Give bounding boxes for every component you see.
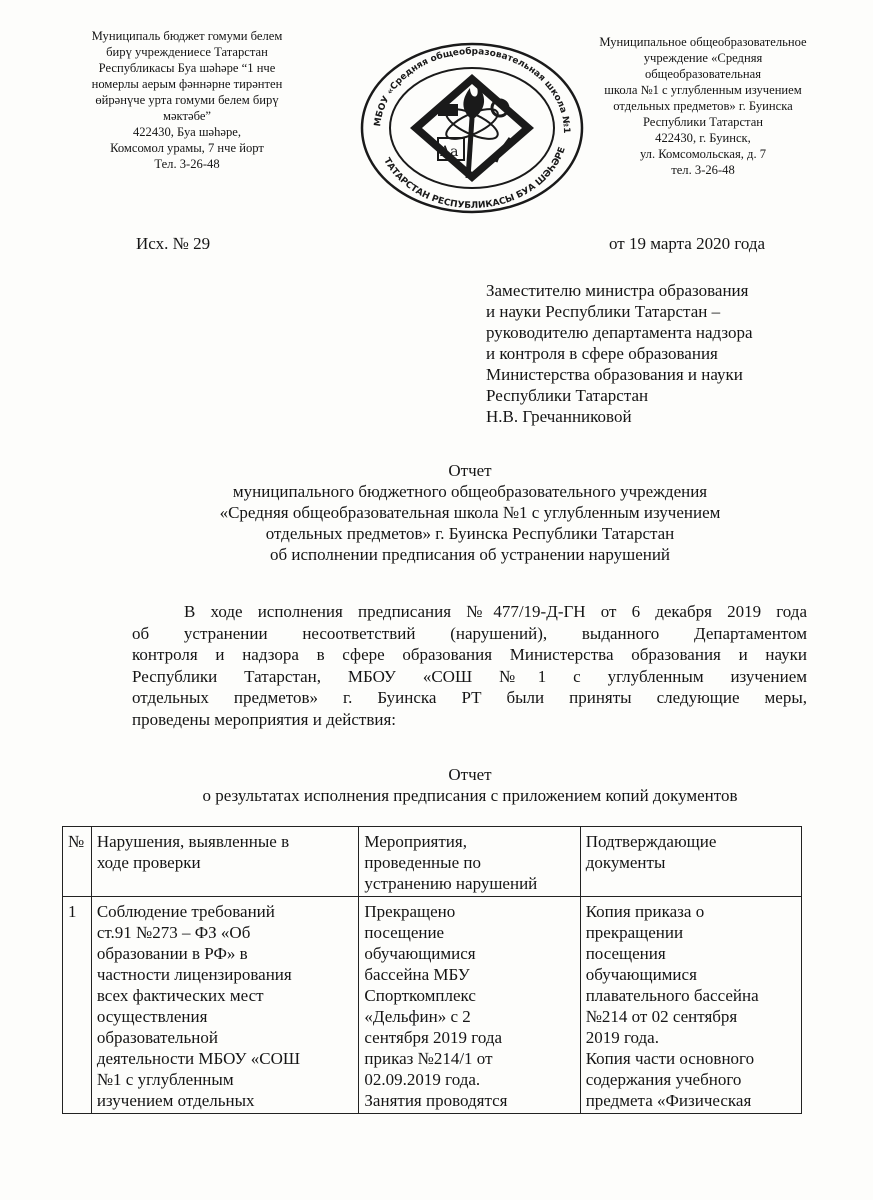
cell-line: Прекращено [364, 902, 456, 921]
report-subtitle-line: Отчет [448, 765, 492, 784]
header-text: ходе проверки [96, 853, 201, 872]
header-right-line: учреждение «Средняя [643, 51, 763, 65]
report-title [120, 460, 820, 565]
cell-line: содержания учебного [585, 1070, 742, 1089]
cell-line: прекращении [585, 923, 684, 942]
addressee-line: Заместителю министра образования [486, 281, 749, 300]
header-right-line: 422430, г. Буинск, [655, 131, 751, 145]
outgoing-number: Исх. № 29 [136, 234, 211, 253]
outgoing-date: от 19 марта 2020 года [609, 234, 766, 253]
table-row [63, 897, 802, 1114]
body-line: контроля и надзора в сфере образования Министерства образования и науки [132, 645, 807, 664]
header-text: № [68, 832, 85, 851]
cell-line: №214 от 02 сентября [585, 1007, 738, 1026]
cell-line: частности лицензирования [96, 965, 292, 984]
header-right-line: отдельных предметов» г. Буинска [613, 99, 793, 113]
header-left-block [62, 28, 312, 172]
cell-line: 02.09.2019 года. [364, 1070, 481, 1089]
cell-line: плавательного бассейна [585, 986, 759, 1005]
header-left-line: номерлы аерым фәннәрне тирәнтен [91, 77, 283, 91]
header-right-line: Республики Татарстан [642, 115, 764, 129]
cell-line: всех фактических мест [96, 986, 264, 1005]
cell-line: обучающимися [364, 944, 476, 963]
header-left-line: өйрәнүче урта гомуми белем бирү [95, 93, 279, 107]
cell-line: приказ №214/1 от [364, 1049, 493, 1068]
header-left-line: 422430, Буа шәһәре, [132, 125, 242, 139]
table-header-row [63, 827, 802, 897]
header-right-line: Муниципальное общеобразовательное [599, 35, 807, 49]
addressee-block [486, 280, 753, 427]
cell-violation [91, 897, 359, 1114]
report-subtitle-line: о результатах исполнения предписания с приложением копий документов [202, 786, 738, 805]
report-subtitle [120, 764, 820, 806]
report-title-line: «Средняя общеобразовательная школа №1 с углубленным изучением [219, 503, 721, 522]
header-right-line: ул. Комсомольская, д. 7 [639, 147, 767, 161]
body-line: В ходе исполнения предписания №477/19-Д-ГН от 6 декабря 2019 года [184, 602, 807, 621]
header-cell-violations [91, 827, 359, 897]
cell-line: сентября 2019 года [364, 1028, 503, 1047]
report-title-line: Отчет [448, 461, 492, 480]
header-text: документы [585, 853, 666, 872]
cell-line: Соблюдение требований [96, 902, 275, 921]
seal-top-arc-text: МБОУ «Средняя общеобразовательная школа №1 [373, 46, 572, 134]
report-title-line: муниципального бюджетного общеобразовательного учреждения [232, 482, 708, 501]
header-text: Подтверждающие [585, 832, 717, 851]
header-text: Мероприятия, [364, 832, 467, 851]
addressee-line: руководителю департамента надзора [486, 323, 753, 342]
cell-line: осуществления [96, 1007, 208, 1026]
body-line: проведены мероприятия и действия: [132, 709, 397, 729]
cell-line: Спорткомплекс [364, 986, 476, 1005]
header-right-block [578, 34, 828, 178]
cell-line: ст.91 №273 – ФЗ «Об [96, 923, 251, 942]
report-title-line: об исполнении предписания об устранении нарушений [269, 545, 671, 564]
cell-line: образовании в РФ» в [96, 944, 248, 963]
results-table [62, 826, 802, 1114]
header-right-line: общеобразовательная [644, 67, 762, 81]
header-right-line: тел. 3-26-48 [671, 163, 735, 177]
seal-letters: Aa [440, 144, 459, 160]
header-cell-measures [359, 827, 580, 897]
body-line: об устранении несоответствий (нарушений), выданного Департаментом [132, 623, 807, 643]
header-text: Нарушения, выявленные в [96, 832, 290, 851]
body-paragraph [132, 601, 807, 730]
cell-line: №1 с углубленным [96, 1070, 234, 1089]
cell-line: Копия части основного [585, 1049, 755, 1068]
cell-number [63, 897, 92, 1114]
body-line: отдельных предметов» г. Буинска РТ были приняты следующие меры, [132, 688, 807, 707]
header-left-line: Муниципаль бюджет гомуми белем [91, 29, 283, 43]
addressee-line: Республики Татарстан [486, 386, 649, 405]
header-cell-documents [580, 827, 801, 897]
addressee-line: и науки Республики Татарстан – [486, 302, 721, 321]
cell-line: деятельности МБОУ «СОШ [96, 1049, 301, 1068]
cell-line: предмета «Физическая [585, 1091, 752, 1110]
body-line: Республики Татарстан, МБОУ «СОШ №1 с углубленным изучением [132, 666, 807, 686]
header-left-line: Комсомол урамы, 7 нче йорт [110, 141, 264, 155]
cell-documents [580, 897, 801, 1114]
row-number: 1 [68, 902, 77, 921]
book-icon [438, 104, 458, 116]
cell-line: бассейна МБУ [364, 965, 470, 984]
cell-line: посещение [364, 923, 445, 942]
addressee-line: и контроля в сфере образования [486, 344, 718, 363]
header-left-line: Тел. 3-26-48 [154, 157, 220, 171]
header-left-line: бирү учреждениесе Татарстан [106, 45, 268, 59]
report-title-line: отдельных предметов» г. Буинска Республики Татарстан [265, 524, 675, 543]
cell-line: Копия приказа о [585, 902, 705, 921]
cell-line: образовательной [96, 1028, 218, 1047]
seal-bottom-arc-text: ТАТАРСТАН РЕСПУБЛИКАСЫ БУА ШӘҺӘРЕ [381, 145, 568, 212]
header-text: устранению нарушений [364, 874, 538, 893]
addressee-line: Министерства образования и науки [486, 365, 743, 384]
cell-measures [359, 897, 580, 1114]
cell-line: Занятия проводятся [364, 1091, 508, 1110]
cell-line: посещения [585, 944, 666, 963]
header-left-line: Республикасы Буа шәһәре “1 нче [98, 61, 276, 75]
school-seal-emblem [358, 40, 586, 215]
cell-line: 2019 года. [585, 1028, 659, 1047]
cell-line: «Дельфин» с 2 [364, 1007, 471, 1026]
cell-line: обучающимися [585, 965, 697, 984]
header-left-line: мәктәбе” [162, 109, 212, 123]
cell-line: изучением отдельных [96, 1091, 255, 1110]
header-right-line: школа №1 с углубленным изучением [604, 83, 802, 97]
header-cell-number [63, 827, 92, 897]
addressee-line: Н.В. Гречанниковой [486, 407, 632, 426]
header-text: проведенные по [364, 853, 481, 872]
